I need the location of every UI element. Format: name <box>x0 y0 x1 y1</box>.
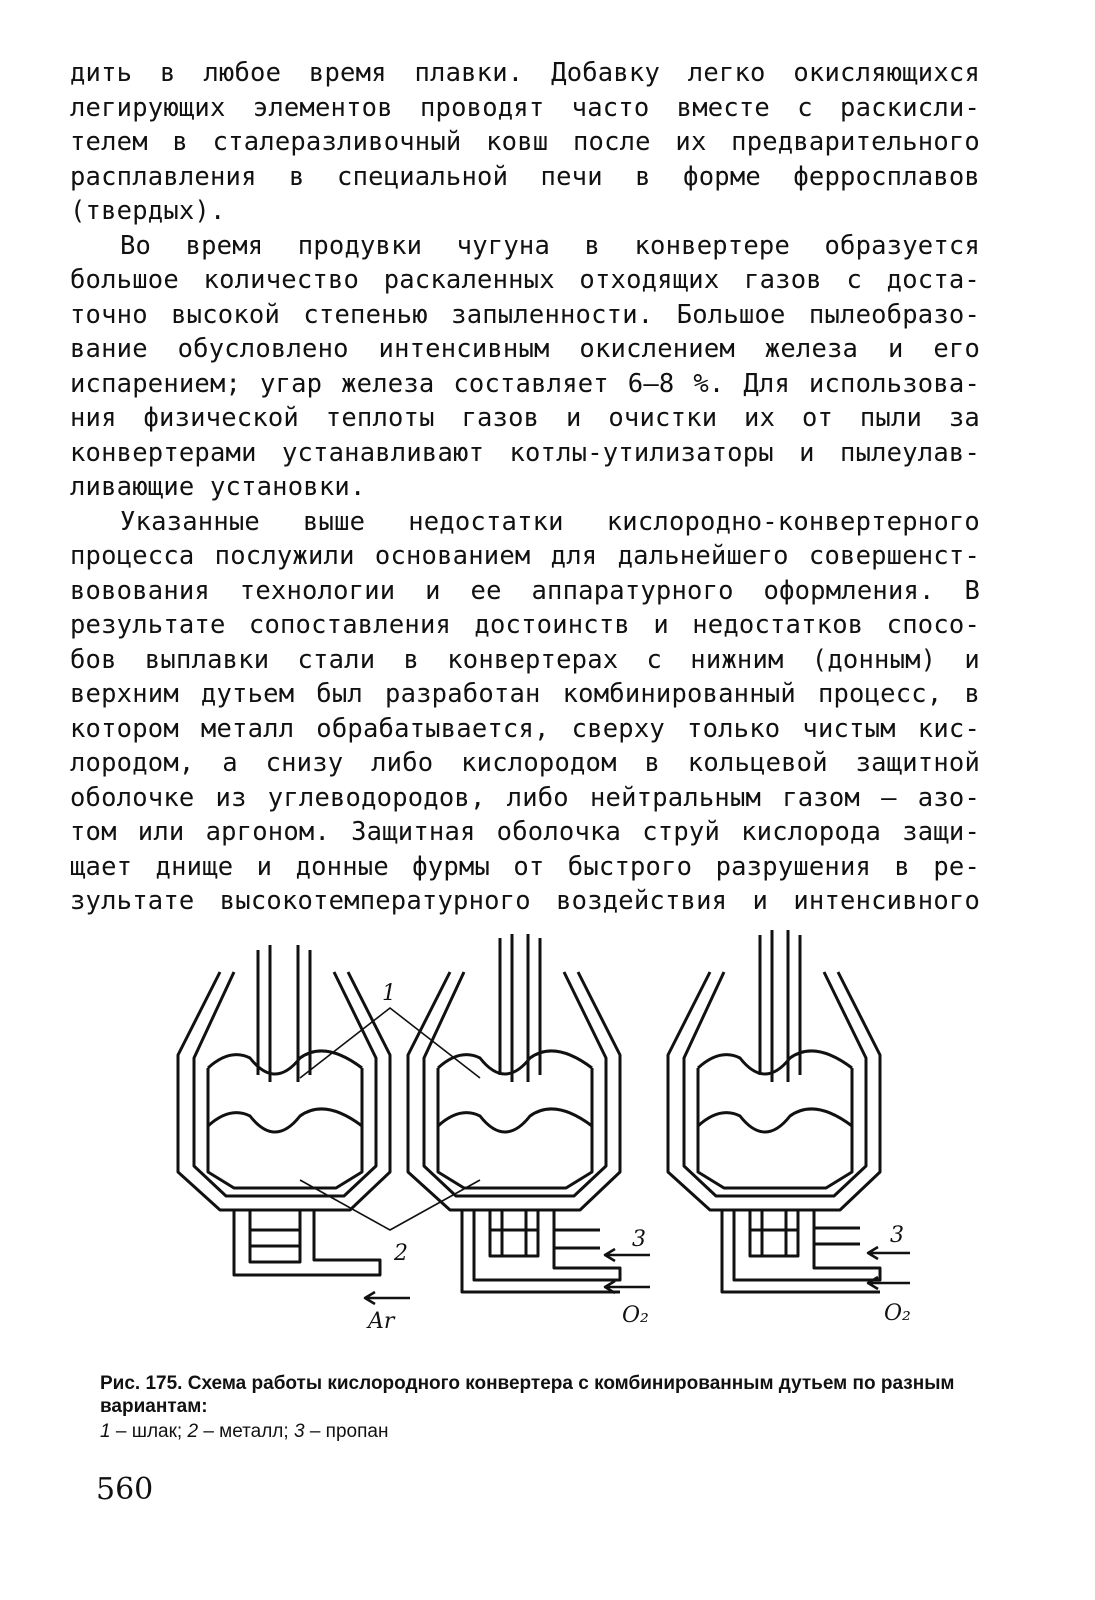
legend-number-3: 3 <box>293 1421 305 1442</box>
text-line: Указанные выше недостатки кислородно-конвертерного <box>120 506 980 537</box>
text-line: том или аргоном. Защитная оболочка струй кислорода защи- <box>70 817 980 847</box>
text-line: результате сопоставления достоинств и недостатков спосо- <box>70 610 980 640</box>
text-line: ния физической теплоты газов и очистки их от пыли за <box>70 403 980 433</box>
text-line: котором металл обрабатывается, сверху только чистым кис- <box>70 713 980 744</box>
text-line: щает днище и донные фурмы от быстрого разрушения в ре- <box>70 851 980 882</box>
gas-label-ar: Ar <box>368 1309 395 1334</box>
text-line: Во время продувки чугуна в конвертере образуется <box>120 230 980 261</box>
text-line: дить в любое время плавки. Добавку легко окисляющихся <box>70 58 980 88</box>
text-line: лородом, а снизу либо кислородом в кольцевой защитной <box>70 748 980 778</box>
text-line: легирующих элементов проводят часто вместе с раскисли- <box>70 92 980 123</box>
text-line: большое количество раскаленных отходящих газов с доста- <box>70 265 980 295</box>
text-line: точно высокой степенью запыленности. Большое пылеобразо- <box>70 299 980 330</box>
gas-label-o2-c: O₂ <box>884 1301 911 1326</box>
text-line: оболочке из углеводородов, либо нейтральным газом – азо- <box>70 782 980 813</box>
page-number: 560 <box>96 1472 154 1507</box>
text-line: верхним дутьем был разработан комбинированный процесс, в <box>70 679 980 709</box>
label-metal-number: 2 <box>394 1241 408 1266</box>
text-line: телем в сталеразливочный ковш после их предварительного <box>70 127 980 157</box>
text-line: конвертерами устанавливают котлы-утилизаторы и пылеулав- <box>70 437 980 468</box>
gas-label-o2-b: O₂ <box>622 1303 649 1328</box>
legend-number-2: 2 <box>187 1421 199 1442</box>
label-propane-number-c: 3 <box>890 1223 904 1248</box>
text-line: вание обусловлено интенсивным окислением железа и его <box>70 334 980 364</box>
legend-number-1: 1 <box>100 1421 111 1442</box>
figure-caption <box>100 1372 1020 1443</box>
legend-text-3: – пропан <box>304 1421 389 1442</box>
text-line: расплавления в специальной печи в форме ферросплавов <box>70 161 980 192</box>
converter-diagram-svg <box>150 930 950 1360</box>
text-line: вовования технологии и ее аппаратурного оформления. В <box>70 575 980 606</box>
legend-text-1: – шлак; <box>110 1421 188 1442</box>
converter-a <box>178 945 390 1275</box>
caption-legend <box>100 1420 1020 1443</box>
converter-c <box>668 930 880 1292</box>
body-text <box>70 56 980 919</box>
text-line: бов выплавки стали в конвертерах с нижним (донным) и <box>70 644 980 675</box>
text-line: зультате высокотемпературного воздействия и интенсивного <box>70 886 980 916</box>
label-slag-number: 1 <box>382 981 396 1006</box>
text-line: (твердых). <box>70 196 226 226</box>
converter-b <box>408 934 620 1292</box>
converter-diagram <box>150 930 950 1360</box>
caption-title: Рис. 175. Схема работы кислородного конвертера с комбинированным дутьем по разным вариантам: <box>100 1373 955 1417</box>
label-propane-number-b: 3 <box>632 1227 646 1252</box>
text-line: ливающие установки. <box>70 472 366 502</box>
text-line: процесса послужили основанием для дальнейшего совершенст- <box>70 541 980 571</box>
legend-text-2: – металл; <box>198 1421 294 1442</box>
gas-arrows <box>365 1247 910 1304</box>
text-line: испарением; угар железа составляет 6–8 %. Для использова- <box>70 368 980 399</box>
